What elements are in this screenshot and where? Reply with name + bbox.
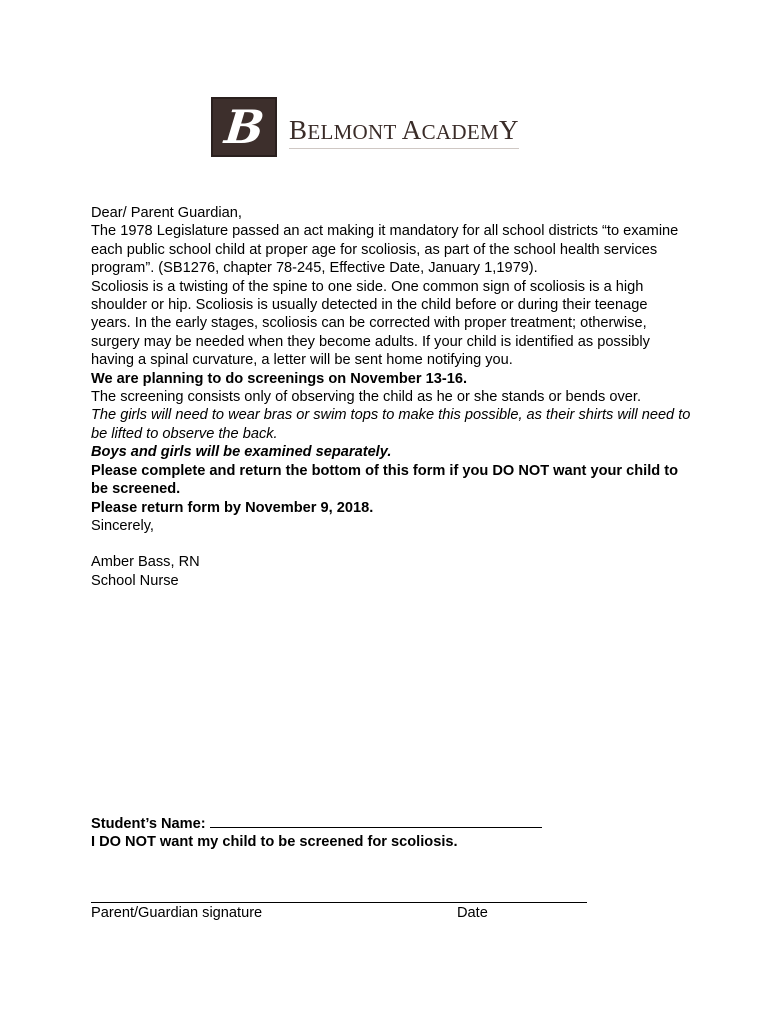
student-name-field[interactable] <box>210 813 542 828</box>
screening-description: The screening consists only of observing the child as he or she stands or bends over. <box>91 389 642 406</box>
school-name <box>289 115 519 149</box>
return-instruction: Please complete and return the bottom of this form if you DO NOT want your child to be screened. <box>91 462 679 498</box>
signer-name: Amber Bass, RN <box>91 554 200 571</box>
logo-letter: B <box>221 100 267 154</box>
date-label: Date <box>457 905 488 921</box>
closing: Sincerely, <box>91 517 154 534</box>
signer-block <box>91 553 691 590</box>
opt-out-form <box>91 813 691 852</box>
letterhead <box>211 97 519 157</box>
signature-label: Parent/Guardian signature <box>91 905 263 921</box>
belmont-academy-logo <box>211 97 277 157</box>
screening-dates: We are planning to do screenings on November 13-16. <box>91 370 468 387</box>
return-deadline: Please return form by November 9, 2018. <box>91 499 374 516</box>
brand-cap-a: A <box>401 115 422 145</box>
signer-title: School Nurse <box>91 572 179 589</box>
brand-rest-1: ELMONT <box>307 120 402 144</box>
signature-labels <box>91 904 587 922</box>
girls-note: The girls will need to wear bras or swim tops to make this possible, as their shirts will need to be lifted to observe the back. <box>91 407 691 442</box>
opt-out-statement: I DO NOT want my child to be screened for scoliosis. <box>91 834 458 851</box>
brand-cap-b: B <box>289 115 308 145</box>
student-name-label: Student’s Name: <box>91 816 206 832</box>
salutation: Dear/ Parent Guardian, <box>91 205 242 221</box>
signature-line[interactable] <box>91 902 587 903</box>
student-name-row <box>91 813 691 833</box>
letter-body <box>91 204 691 590</box>
separate-exam-note: Boys and girls will be examined separately. <box>91 444 392 461</box>
brand-rest-2: CADEM <box>421 120 499 144</box>
legislature-paragraph: The 1978 Legislature passed an act making it mandatory for all school districts “to examine each public school child at proper age for scoliosis, as part of the school health services program”. (SB1276, chapter 78-245, Effective Date, January 1,1979). <box>91 223 679 277</box>
scoliosis-paragraph: Scoliosis is a twisting of the spine to one side. One common sign of scoliosis is a high shoulder or hip. Scoliosis is usually detected in the child before or during their teenage years. In the early stages, scoliosis can be corrected with proper treatment; otherwise, surgery may be needed when they become adults. If your child is identified as possibly having a spinal curvature, a letter will be sent home notifying you. <box>91 278 650 369</box>
brand-cap-y: Y <box>498 115 519 145</box>
